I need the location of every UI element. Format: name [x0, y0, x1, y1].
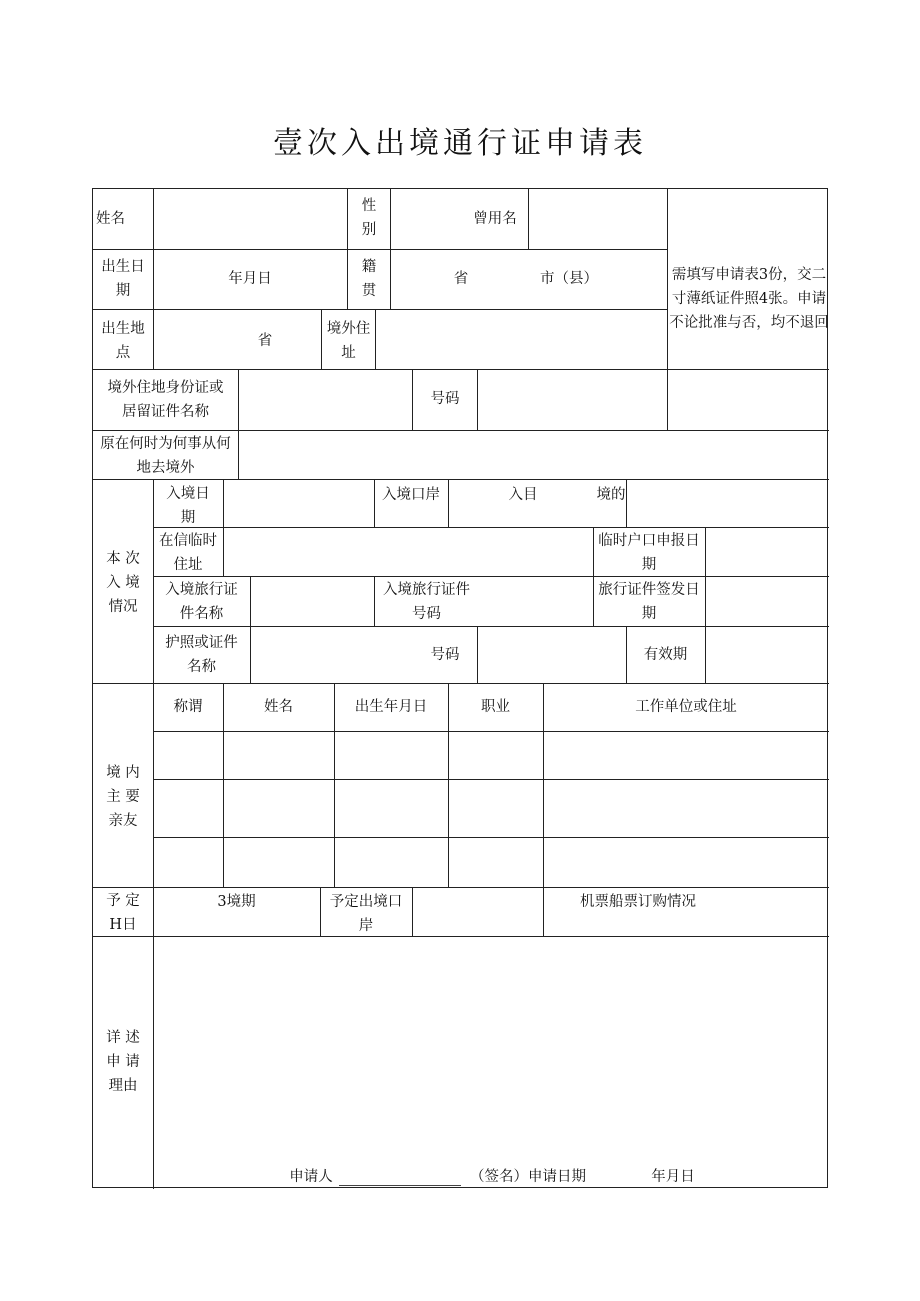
label-travel-doc-number: 入境旅行证件 号码 [383, 582, 470, 622]
label-overseas-id: 境外住地身份证或 居留证件名称 [107, 380, 224, 420]
label-former-name: 曾用名 [473, 211, 517, 227]
native-city: 市（县） [540, 271, 598, 287]
label-ticket-status: 机票船票订购情况 [580, 894, 696, 910]
label-travel-doc-issue-date: 旅行证件签发日 期 [598, 582, 700, 622]
label-exit-date: 3境期 [217, 894, 256, 910]
label-birth-place: 出生地 点 [101, 321, 145, 361]
native-province: 省 [453, 271, 469, 287]
birth-date-value: 年月日 [228, 271, 272, 287]
relatives-header-name: 姓名 [264, 699, 293, 715]
form-title: 壹次入出境通行证申请表 [273, 126, 647, 161]
birth-place-province: 省 [257, 333, 273, 349]
application-form [92, 188, 828, 1188]
relatives-header-title: 称谓 [173, 699, 203, 715]
label-temp-address: 在信临时 住址 [159, 533, 217, 573]
label-name: 姓名 [96, 211, 125, 227]
label-temp-registration-date: 临时户口申报日 期 [598, 533, 700, 573]
signature-sign: （签名）申请日期 [470, 1169, 586, 1185]
label-exit-port: 予定出境口 岸 [329, 894, 403, 934]
relatives-header-birth: 出生年月日 [354, 699, 428, 715]
label-validity: 有效期 [643, 647, 688, 663]
relatives-header-workplace: 工作单位或住址 [635, 699, 737, 715]
section-reason: 详 述 申 请 理由 [106, 1030, 140, 1094]
label-entry-port: 入境口岸 [382, 487, 440, 503]
label-entry-purpose-b: 境的 [596, 487, 626, 503]
photo-note: 需填写申请表3份，交二寸薄纸证件照4张。申请不论批准与否，均不退回 [669, 267, 829, 331]
label-exit-history: 原在何时为何事从何 地去境外 [100, 436, 231, 476]
relatives-header-occupation: 职业 [481, 699, 510, 715]
label-entry-date: 入境日 期 [166, 486, 210, 526]
signature-applicant: 申请人 [289, 1169, 333, 1185]
label-gender: 性 别 [361, 198, 377, 238]
label-birth-date: 出生日 期 [101, 259, 145, 299]
label-overseas-address: 境外住 址 [326, 321, 371, 361]
section-schedule: 予 定 H日 [106, 893, 140, 933]
section-relatives: 境 内 主 要 亲友 [106, 765, 140, 829]
signature-line [339, 1185, 461, 1186]
label-passport-name: 护照或证件 名称 [165, 635, 238, 675]
label-passport-number: 号码 [430, 647, 460, 663]
label-native-place: 籍 贯 [361, 259, 377, 299]
section-this-entry: 本 次 入 境 情况 [106, 551, 140, 615]
signature-date: 年月日 [651, 1169, 695, 1185]
label-id-number: 号码 [430, 391, 460, 407]
label-travel-doc-name: 入境旅行证 件名称 [165, 582, 238, 622]
label-entry-purpose-a: 入目 [508, 487, 538, 503]
